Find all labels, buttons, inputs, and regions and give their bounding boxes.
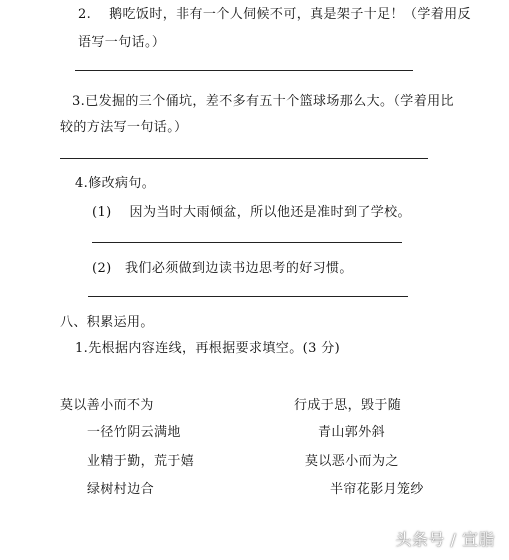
q4-item2: (2) 我们必须做到边读书边思考的好习惯。: [92, 261, 353, 276]
q2-line2: 语写一句话。）: [78, 35, 166, 50]
q4-item1-answer-line: [92, 242, 402, 243]
q4-item2-answer-line: [88, 296, 408, 297]
q4-item1: (1) 因为当时大雨倾盆，所以他还是准时到了学校。: [92, 205, 411, 220]
q3-line2: 较的方法写一句话。）: [60, 120, 188, 135]
q2-line1: 2. 鹅吃饭时，非有一个人伺候不可，真是架子十足！（学着用反: [78, 7, 471, 22]
match-left-item: 莫以善小而不为: [60, 398, 154, 413]
q2-answer-line: [75, 70, 413, 71]
watermark: 头条号 / 宣脂: [395, 530, 495, 549]
match-right-item: 莫以恶小而为之: [305, 454, 399, 469]
section8-title: 八、积累运用。: [60, 315, 154, 330]
q3-answer-line: [60, 158, 428, 159]
match-right-item: 行成于思，毁于随: [294, 398, 402, 413]
match-right-item: 青山郭外斜: [318, 425, 386, 440]
match-left-item: 业精于勤，荒于嬉: [87, 454, 195, 469]
section8-task: 1.先根据内容连线，再根据要求填空。(3 分): [75, 341, 341, 356]
match-left-item: 一径竹阴云满地: [87, 425, 181, 440]
match-right-item: 半帘花影月笼纱: [330, 482, 424, 497]
q4-title: 4.修改病句。: [75, 176, 156, 191]
match-left-item: 绿树村边合: [87, 482, 155, 497]
q3-line1: 3.已发掘的三个俑坑，差不多有五十个篮球场那么大。（学着用比: [72, 94, 454, 109]
